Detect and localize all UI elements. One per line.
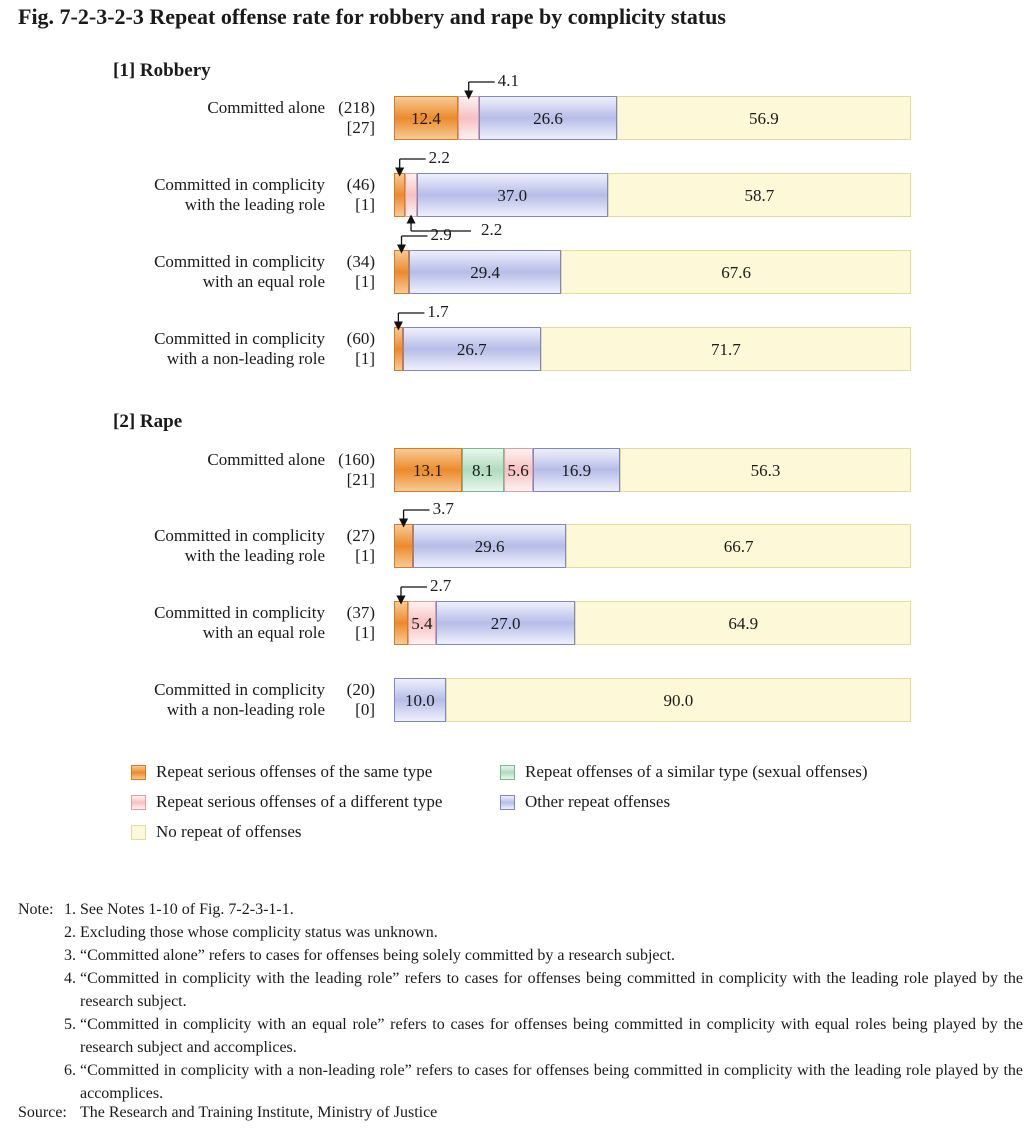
note-5 xyxy=(18,1013,1023,1059)
row-repeat-count: [1] xyxy=(355,272,375,291)
data-label: 64.9 xyxy=(728,614,759,633)
callout-label: 3.7 xyxy=(432,499,454,518)
row-count: (46) xyxy=(346,175,375,194)
data-label: 5.6 xyxy=(507,461,529,480)
row-label-text: Committed alone xyxy=(207,450,325,469)
legend-swatch xyxy=(500,765,515,780)
row-count: (218) xyxy=(338,98,375,117)
row-repeat-count: [1] xyxy=(355,623,375,642)
callout-label: 2.2 xyxy=(481,220,503,239)
row-label-text: with the leading role xyxy=(184,195,325,214)
legend-label: No repeat of offenses xyxy=(156,822,302,841)
data-label: 10.0 xyxy=(404,691,435,710)
data-label: 71.7 xyxy=(710,340,741,359)
note-number: 3. xyxy=(64,947,76,964)
notes-label: Note: xyxy=(18,901,54,918)
callout-label: 2.9 xyxy=(430,225,452,244)
data-label: 27.0 xyxy=(490,614,521,633)
data-label: 5.4 xyxy=(411,614,433,633)
data-label: 13.1 xyxy=(412,461,443,480)
row-label-text: with a non-leading role xyxy=(166,700,325,719)
data-label: 8.1 xyxy=(472,461,494,480)
note-1 xyxy=(18,898,1023,921)
row-label-text: Committed in complicity xyxy=(154,526,325,545)
note-text: “Committed in complicity with the leading role” refers to cases for offenses being committed in complicity with the leading role played by the research subject. xyxy=(80,970,1023,1010)
note-6 xyxy=(18,1059,1023,1105)
row-repeat-count: [1] xyxy=(355,349,375,368)
legend-label: Repeat offenses of a similar type (sexual offenses) xyxy=(525,762,868,781)
row-label-text: Committed alone xyxy=(207,98,325,117)
row-count: (60) xyxy=(346,329,375,348)
panel-title: [1] Robbery xyxy=(113,60,211,81)
source-text: The Research and Training Institute, Ministry of Justice xyxy=(80,1104,438,1121)
row-label-text: Committed in complicity xyxy=(154,252,325,271)
legend-label: Repeat serious offenses of the same type xyxy=(156,762,433,781)
data-label: 56.9 xyxy=(749,109,779,128)
data-label: 16.9 xyxy=(561,461,592,480)
row-count: (20) xyxy=(346,680,375,699)
data-label: 66.7 xyxy=(723,537,754,556)
row-label-text: with the leading role xyxy=(184,546,325,565)
callout-label: 4.1 xyxy=(497,71,519,90)
note-text: “Committed in complicity with an equal role” refers to cases for offenses being committed in complicity with equal roles being played by the research subject and accomplices. xyxy=(80,1016,1023,1056)
row-repeat-count: [27] xyxy=(346,118,375,137)
note-text: See Notes 1-10 of Fig. 7-2-3-1-1. xyxy=(80,901,294,918)
row-count: (27) xyxy=(346,526,375,545)
data-label: 12.4 xyxy=(411,109,441,128)
callout-label: 2.2 xyxy=(428,148,450,167)
legend-swatch xyxy=(131,825,146,840)
data-label: 37.0 xyxy=(497,186,528,205)
note-number: 4. xyxy=(64,970,76,987)
data-label: 29.4 xyxy=(470,263,500,282)
data-label: 29.6 xyxy=(474,537,505,556)
data-label: 67.6 xyxy=(721,263,751,282)
data-label: 58.7 xyxy=(744,186,775,205)
row-repeat-count: [21] xyxy=(346,470,375,489)
note-text: “Committed alone” refers to cases for offenses being solely committed by a research subject. xyxy=(80,947,676,964)
legend-label: Other repeat offenses xyxy=(525,792,671,811)
row-count: (160) xyxy=(338,450,375,469)
note-number: 5. xyxy=(64,1016,76,1033)
row-count: (34) xyxy=(346,252,375,271)
data-label: 26.6 xyxy=(533,109,563,128)
row-repeat-count: [1] xyxy=(355,195,375,214)
row-label-text: Committed in complicity xyxy=(154,603,325,622)
legend-swatch xyxy=(131,765,146,780)
callout-label: 2.7 xyxy=(429,576,452,595)
note-3 xyxy=(18,944,1023,967)
source-label: Source: xyxy=(18,1104,67,1121)
row-repeat-count: [1] xyxy=(355,546,375,565)
notes xyxy=(18,898,1023,1105)
note-number: 2. xyxy=(64,924,76,941)
note-4 xyxy=(18,967,1023,1013)
callout-label: 1.7 xyxy=(427,302,449,321)
note-text: Excluding those whose complicity status was unknown. xyxy=(80,924,438,941)
note-number: 6. xyxy=(64,1062,76,1079)
legend-swatch xyxy=(131,795,146,810)
row-count: (37) xyxy=(346,603,375,622)
data-label: 26.7 xyxy=(456,340,487,359)
data-label: 90.0 xyxy=(663,691,694,710)
row-label-text: Committed in complicity xyxy=(154,680,325,699)
row-label-text: with a non-leading role xyxy=(166,349,325,368)
panel-title: [2] Rape xyxy=(113,411,183,432)
data-label: 56.3 xyxy=(750,461,781,480)
row-label-text: with an equal role xyxy=(202,623,325,642)
legend-swatch xyxy=(500,795,515,810)
row-label-text: with an equal role xyxy=(202,272,325,291)
note-2 xyxy=(18,921,1023,944)
row-label-text: Committed in complicity xyxy=(154,329,325,348)
legend-label: Repeat serious offenses of a different type xyxy=(156,792,443,811)
note-number: 1. xyxy=(64,901,76,918)
note-text: “Committed in complicity with a non-leading role” refers to cases for offenses being committed in complicity with the leading role played by the accomplices. xyxy=(80,1062,1023,1102)
chart-title: Fig. 7-2-3-2-3 Repeat offense rate for robbery and rape by complicity status xyxy=(18,4,726,29)
row-label-text: Committed in complicity xyxy=(154,175,325,194)
row-repeat-count: [0] xyxy=(355,700,375,719)
